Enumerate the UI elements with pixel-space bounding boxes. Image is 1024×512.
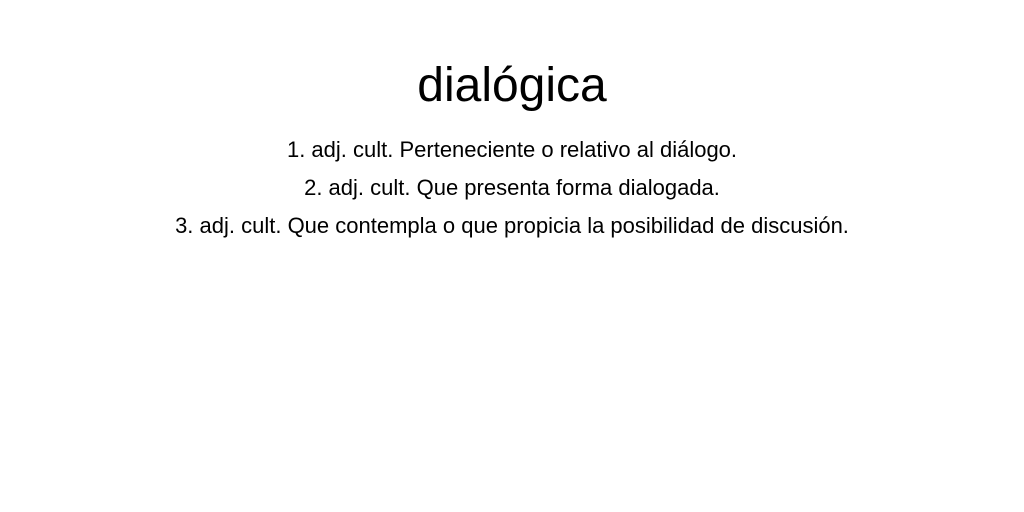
definition-1: 1. adj. cult. Perteneciente o relativo al diálogo. [286,137,738,162]
definition-list [0,131,1024,245]
definition-2: 2. adj. cult. Que presenta forma dialogada. [304,175,720,200]
definition-3: 3. adj. cult. Que contempla o que propicia la posibilidad de discusión. [175,213,849,238]
headword: dialógica [417,59,607,112]
